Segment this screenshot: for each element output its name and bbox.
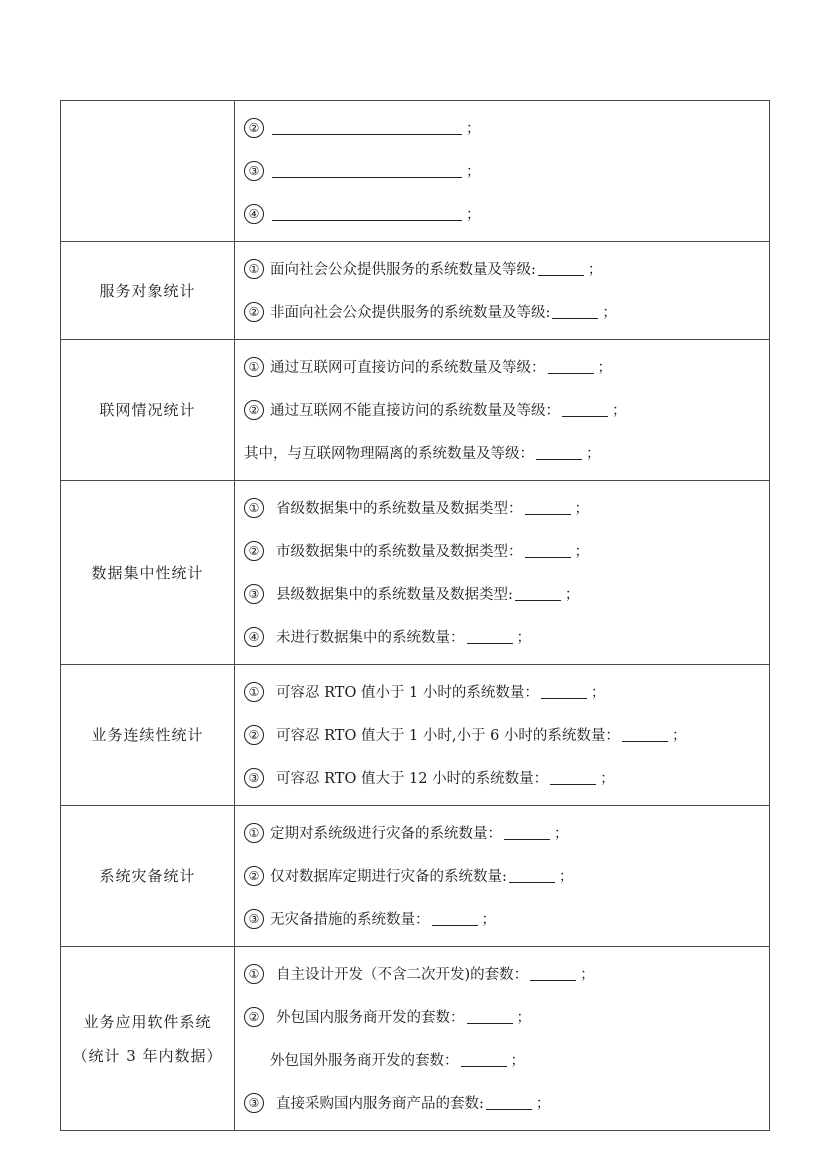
item-text: 通过互联网可直接访问的系统数量及等级： — [270, 360, 546, 376]
circled-number: ② — [244, 866, 264, 886]
fill-in-blank[interactable] — [272, 163, 462, 178]
row-content-cell — [235, 340, 770, 481]
item-terminator: ； — [558, 869, 574, 885]
circled-number: ① — [244, 682, 264, 702]
circled-number: ③ — [244, 768, 264, 788]
item-text: 市级数据集中的系统数量及数据类型： — [276, 544, 523, 560]
fill-in-blank[interactable] — [541, 684, 587, 699]
fill-in-blank[interactable] — [622, 727, 668, 742]
item-text: 定期对系统级进行灾备的系统数量： — [270, 826, 502, 842]
fill-in-blank[interactable] — [525, 500, 571, 515]
item-terminator: ； — [574, 501, 589, 517]
item-terminator: ； — [466, 207, 481, 223]
fill-in-blank[interactable] — [467, 629, 513, 644]
fill-in-blank[interactable] — [486, 1095, 532, 1110]
row-content-cell — [235, 481, 770, 665]
table-row — [61, 481, 770, 665]
circled-number: ② — [244, 302, 264, 322]
row-label-cell — [61, 947, 235, 1131]
fill-in-blank[interactable] — [552, 304, 598, 319]
fill-in-blank[interactable] — [538, 261, 584, 276]
list-item — [244, 486, 769, 529]
item-text: 外包国外服务商开发的套数： — [270, 1053, 459, 1069]
item-terminator: ； — [466, 164, 481, 180]
fill-in-blank[interactable] — [562, 402, 608, 417]
item-terminator: ； — [564, 587, 580, 603]
circled-number: ③ — [244, 161, 264, 181]
item-text: 可容忍 RTO 值大于 12 小时的系统数量： — [276, 771, 549, 787]
list-item — [244, 572, 769, 615]
circled-number: ③ — [244, 584, 264, 604]
row-label-cell — [61, 665, 235, 806]
table-row — [61, 665, 770, 806]
fill-in-blank[interactable] — [550, 770, 596, 785]
circled-number: ③ — [244, 1093, 264, 1113]
item-text: 非面向社会公众提供服务的系统数量及等级: — [270, 305, 551, 321]
list-item — [244, 854, 769, 897]
item-terminator: ； — [481, 912, 496, 928]
item-text: 通过互联网不能直接访问的系统数量及等级： — [270, 403, 560, 419]
row-label: （统计 3 年内数据） — [72, 1046, 223, 1065]
circled-number: ③ — [244, 909, 264, 929]
item-terminator: ； — [602, 305, 617, 321]
circled-number: ② — [244, 541, 264, 561]
fill-in-blank[interactable] — [530, 966, 576, 981]
list-item — [244, 811, 769, 854]
list-item — [244, 897, 769, 940]
fill-in-blank[interactable] — [509, 868, 555, 883]
circled-number: ① — [244, 357, 264, 377]
fill-in-blank[interactable] — [525, 543, 571, 558]
item-terminator: ； — [597, 360, 612, 376]
list-item — [244, 388, 769, 431]
row-label-cell — [61, 481, 235, 665]
item-terminator: ； — [587, 262, 603, 278]
item-terminator: ； — [612, 403, 627, 419]
item-terminator: ； — [574, 544, 589, 560]
item-text: 直接采购国内服务商产品的套数: — [276, 1096, 484, 1112]
item-terminator: ； — [510, 1053, 525, 1069]
fill-in-blank[interactable] — [504, 825, 550, 840]
item-text: 可容忍 RTO 值大于 1 小时,小于 6 小时的系统数量： — [276, 728, 620, 744]
item-terminator: ； — [516, 630, 531, 646]
item-text: 其中，与互联网物理隔离的系统数量及等级： — [244, 446, 534, 462]
circled-number: ④ — [244, 204, 264, 224]
row-label: 业务应用软件系统 — [83, 1012, 212, 1031]
circled-number: ④ — [244, 627, 264, 647]
circled-number: ① — [244, 259, 264, 279]
circled-number: ② — [244, 1007, 264, 1027]
row-content-cell — [235, 101, 770, 242]
fill-in-blank[interactable] — [467, 1009, 513, 1024]
item-terminator: ； — [535, 1096, 551, 1112]
fill-in-blank[interactable] — [272, 206, 462, 221]
row-label: 业务连续性统计 — [91, 726, 204, 744]
list-item — [244, 149, 769, 192]
row-label-cell — [61, 806, 235, 947]
item-text: 无灾备措施的系统数量： — [270, 912, 430, 928]
list-item — [244, 1038, 769, 1081]
list-item — [244, 345, 769, 388]
circled-number: ① — [244, 498, 264, 518]
list-item — [244, 192, 769, 235]
fill-in-blank[interactable] — [461, 1052, 507, 1067]
row-label: 数据集中性统计 — [91, 563, 204, 582]
list-item — [244, 106, 769, 149]
item-text: 自主设计开发（不含二次开发)的套数： — [276, 967, 529, 983]
list-item — [244, 756, 769, 799]
fill-in-blank[interactable] — [548, 359, 594, 374]
row-label: 系统灾备统计 — [99, 867, 196, 885]
list-item — [244, 290, 769, 333]
table-row — [61, 101, 770, 242]
row-label: 联网情况统计 — [99, 401, 196, 419]
list-item — [244, 713, 769, 756]
list-item — [244, 1081, 769, 1124]
item-terminator: ； — [516, 1010, 531, 1026]
list-item — [244, 529, 769, 572]
row-content-cell — [235, 665, 770, 806]
item-terminator: ； — [600, 771, 615, 787]
row-label-cell — [61, 101, 235, 242]
item-terminator: ； — [590, 685, 606, 701]
item-terminator: ； — [671, 728, 687, 744]
list-item — [244, 615, 769, 658]
list-item — [244, 995, 769, 1038]
row-content-cell — [235, 242, 770, 340]
item-text: 省级数据集中的系统数量及数据类型： — [276, 501, 523, 517]
circled-number: ① — [244, 823, 264, 843]
item-text: 县级数据集中的系统数量及数据类型: — [276, 587, 513, 603]
fill-in-blank[interactable] — [432, 911, 478, 926]
table-row — [61, 242, 770, 340]
row-label: 服务对象统计 — [99, 281, 196, 300]
row-content-cell — [235, 947, 770, 1131]
item-text: 外包国内服务商开发的套数： — [276, 1010, 465, 1026]
item-text: 未进行数据集中的系统数量： — [276, 630, 465, 646]
row-label-cell — [61, 340, 235, 481]
fill-in-blank[interactable] — [272, 120, 462, 135]
item-text: 可容忍 RTO 值小于 1 小时的系统数量： — [276, 685, 539, 701]
item-text: 仅对数据库定期进行灾备的系统数量: — [270, 869, 507, 885]
circled-number: ② — [244, 725, 264, 745]
row-label-cell — [61, 242, 235, 340]
list-item — [244, 431, 769, 474]
item-terminator: ； — [586, 446, 601, 462]
circled-number: ② — [244, 400, 264, 420]
item-text: 面向社会公众提供服务的系统数量及等级: — [270, 262, 536, 278]
table-row — [61, 340, 770, 481]
table-row — [61, 947, 770, 1131]
item-terminator: ； — [466, 121, 481, 137]
fill-in-blank[interactable] — [536, 445, 582, 460]
fill-in-blank[interactable] — [515, 586, 561, 601]
item-terminator: ； — [554, 826, 569, 842]
list-item — [244, 952, 769, 995]
item-terminator: ； — [580, 967, 595, 983]
row-content-cell — [235, 806, 770, 947]
list-item — [244, 670, 769, 713]
statistics-form-table — [60, 100, 770, 1131]
circled-number: ① — [244, 964, 264, 984]
list-item — [244, 247, 769, 290]
table-row — [61, 806, 770, 947]
circled-number: ② — [244, 118, 264, 138]
